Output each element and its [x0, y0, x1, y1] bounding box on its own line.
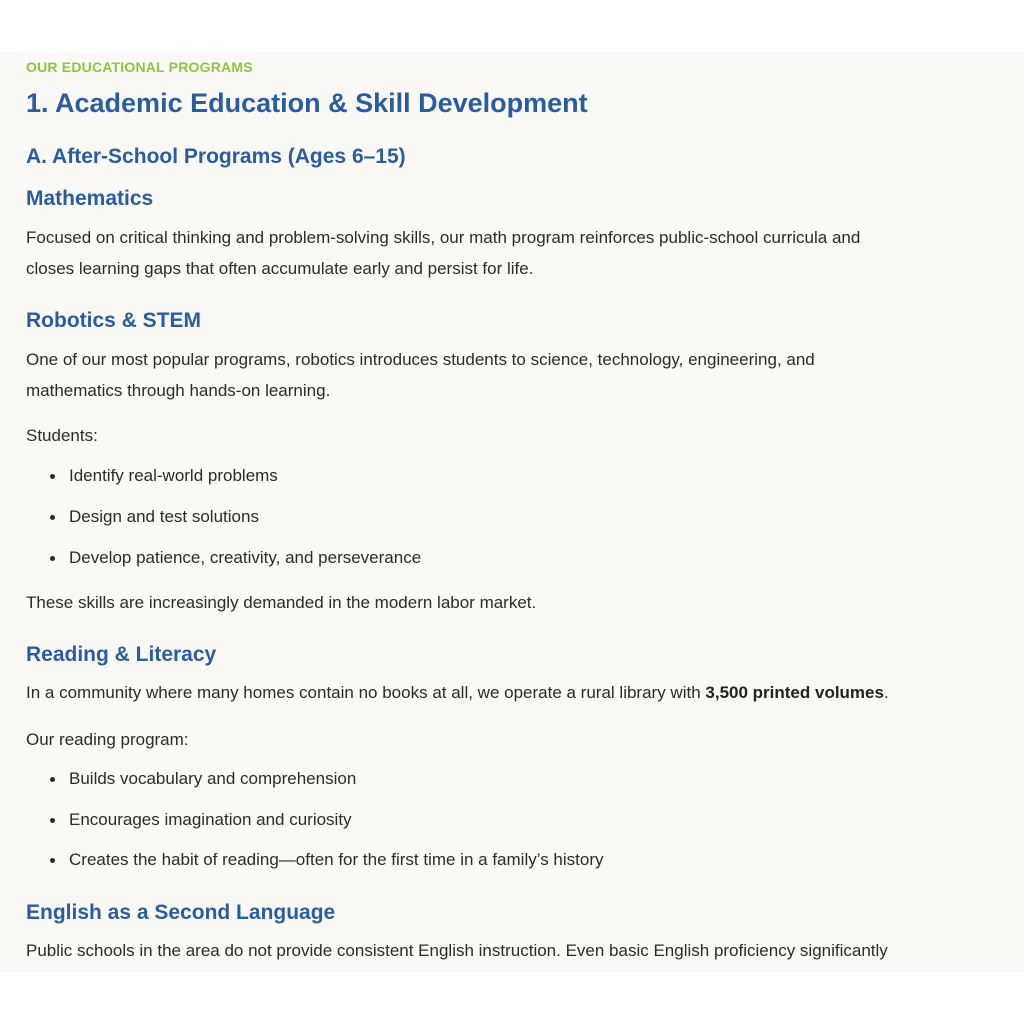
robotics-heading: Robotics & STEM — [26, 309, 202, 332]
mathematics-paragraph — [26, 222, 1001, 284]
list-item-text: Identify real-world problems — [69, 466, 278, 485]
list-item-text: Creates the habit of reading—often for the first time in a family’s history — [69, 850, 604, 869]
bullet-icon — [50, 858, 55, 863]
bullet-icon — [50, 818, 55, 823]
bullet-icon — [50, 474, 55, 479]
article-content — [0, 52, 1024, 972]
subsection-title: A. After-School Programs (Ages 6–15) — [26, 145, 406, 168]
library-volume-count: 3,500 printed volumes — [705, 683, 884, 702]
bullet-icon — [50, 556, 55, 561]
reading-intro: Our reading program: — [26, 730, 189, 749]
section-title: 1. Academic Education & Skill Development — [26, 88, 588, 118]
list-item-text: Builds vocabulary and comprehension — [69, 769, 357, 788]
robotics-intro: Students: — [26, 426, 98, 445]
robotics-line-1: One of our most popular programs, robotics introduces students to science, technology, engineering, and — [26, 350, 815, 369]
reading-paragraph — [26, 677, 1001, 708]
esl-paragraph: Public schools in the area do not provide consistent English instruction. Even basic English proficiency significantly — [26, 941, 888, 960]
bullet-icon — [50, 777, 55, 782]
list-item-text: Encourages imagination and curiosity — [69, 810, 352, 829]
reading-line-1-end: . — [883, 683, 889, 702]
esl-heading: English as a Second Language — [26, 901, 336, 924]
robotics-paragraph — [26, 344, 1001, 406]
mathematics-heading: Mathematics — [26, 187, 154, 210]
robotics-closing: These skills are increasingly demanded in the modern labor market. — [26, 593, 537, 612]
list-item-text: Design and test solutions — [69, 507, 259, 526]
reading-heading: Reading & Literacy — [26, 643, 217, 666]
reading-line-1-start: In a community where many homes contain no books at all, we operate a rural library with — [26, 683, 706, 702]
mathematics-line-2: closes learning gaps that often accumulate early and persist for life. — [26, 259, 534, 278]
section-eyebrow: OUR EDUCATIONAL PROGRAMS — [26, 59, 253, 75]
mathematics-line-1: Focused on critical thinking and problem-solving skills, our math program reinforces public-school curricula and — [26, 228, 861, 247]
list-item-text: Develop patience, creativity, and perseverance — [69, 548, 422, 567]
robotics-line-2: mathematics through hands-on learning. — [26, 381, 331, 400]
bullet-icon — [50, 515, 55, 520]
